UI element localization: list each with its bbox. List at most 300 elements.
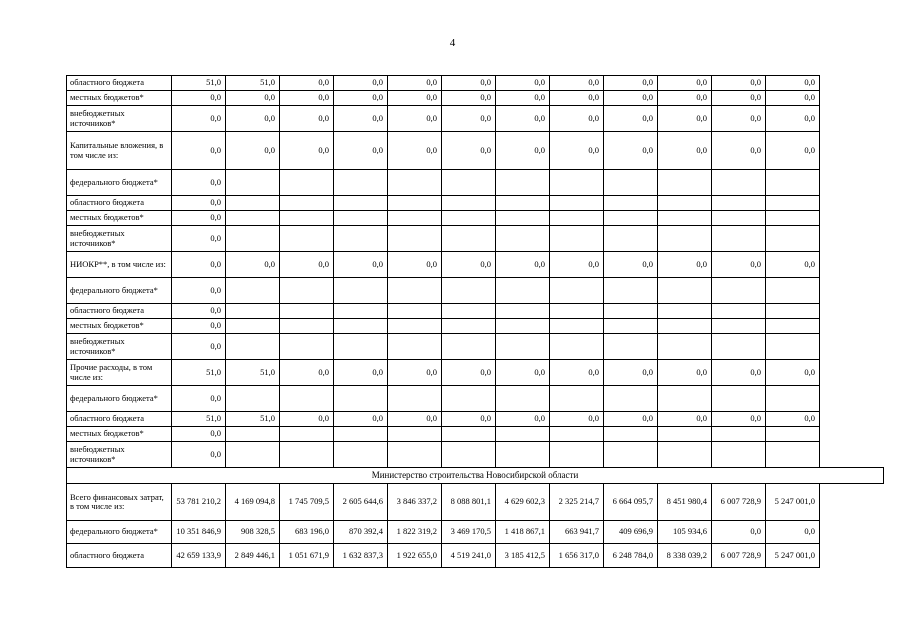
value-cell: 683 196,0 [280,521,334,544]
value-cell: 0,0 [388,132,442,170]
value-cell: 0,0 [442,360,496,386]
value-cell: 870 392,4 [334,521,388,544]
value-cell [496,170,550,196]
table-row [67,544,884,568]
value-cell: 8 451 980,4 [658,484,712,521]
row-label: федерального бюджета* [67,521,172,544]
value-cell [658,442,712,468]
table-row [67,76,884,91]
value-cell [442,386,496,412]
value-cell [604,334,658,360]
value-cell: 3 185 412,5 [496,544,550,568]
value-cell [226,278,280,304]
value-cell [712,196,766,211]
value-cell: 0,0 [334,91,388,106]
value-cell: 8 338 039,2 [658,544,712,568]
value-cell [280,170,334,196]
value-cell [496,211,550,226]
value-cell [496,196,550,211]
row-label: областного бюджета [67,412,172,427]
table-row [67,427,884,442]
value-cell: 0,0 [712,521,766,544]
value-cell [442,278,496,304]
empty-cell [820,211,884,226]
value-cell [496,427,550,442]
value-cell: 2 605 644,6 [334,484,388,521]
value-cell: 10 351 846,9 [172,521,226,544]
empty-cell [820,170,884,196]
table-row [67,521,884,544]
table-row [67,196,884,211]
table-row [67,334,884,360]
value-cell: 0,0 [766,360,820,386]
value-cell [658,319,712,334]
value-cell: 0,0 [550,412,604,427]
value-cell: 0,0 [280,76,334,91]
table-row [67,91,884,106]
value-cell: 0,0 [658,252,712,278]
value-cell: 0,0 [172,170,226,196]
value-cell: 0,0 [172,91,226,106]
value-cell [712,304,766,319]
value-cell: 0,0 [766,132,820,170]
table-row [67,170,884,196]
value-cell: 0,0 [442,132,496,170]
empty-cell [820,91,884,106]
empty-cell [820,252,884,278]
value-cell: 0,0 [226,91,280,106]
value-cell [226,427,280,442]
section-row [67,468,884,484]
table-body-bottom [67,484,884,568]
value-cell [550,211,604,226]
row-label: Всего финансовых затрат, в том числе из: [67,484,172,521]
value-cell [604,304,658,319]
empty-cell [820,278,884,304]
value-cell: 1 632 837,3 [334,544,388,568]
page-number: 4 [449,37,456,49]
empty-cell [820,412,884,427]
value-cell: 0,0 [712,106,766,132]
value-cell: 0,0 [172,196,226,211]
value-cell: 0,0 [766,91,820,106]
value-cell [766,386,820,412]
value-cell [766,319,820,334]
value-cell [334,304,388,319]
value-cell: 4 169 094,8 [226,484,280,521]
value-cell [334,196,388,211]
value-cell [496,278,550,304]
value-cell: 0,0 [766,521,820,544]
value-cell [766,334,820,360]
value-cell: 0,0 [172,319,226,334]
value-cell: 0,0 [172,106,226,132]
value-cell: 51,0 [172,76,226,91]
value-cell [604,427,658,442]
value-cell [604,442,658,468]
value-cell [280,442,334,468]
value-cell [388,386,442,412]
value-cell [334,319,388,334]
value-cell: 0,0 [604,76,658,91]
value-cell [388,211,442,226]
value-cell: 2 325 214,7 [550,484,604,521]
row-label: областного бюджета [67,544,172,568]
value-cell: 0,0 [550,132,604,170]
value-cell: 0,0 [604,252,658,278]
value-cell: 3 469 170,5 [442,521,496,544]
value-cell [280,319,334,334]
value-cell: 0,0 [334,412,388,427]
value-cell [658,386,712,412]
value-cell: 0,0 [280,360,334,386]
value-cell [766,170,820,196]
value-cell [658,170,712,196]
row-label: местных бюджетов* [67,427,172,442]
value-cell: 0,0 [388,360,442,386]
value-cell: 51,0 [226,412,280,427]
value-cell: 51,0 [172,360,226,386]
value-cell [550,442,604,468]
value-cell [226,442,280,468]
value-cell [280,196,334,211]
value-cell: 0,0 [550,91,604,106]
value-cell [442,211,496,226]
value-cell: 0,0 [334,76,388,91]
value-cell [226,170,280,196]
section-title: Министерство строительства Новосибирской области [67,468,884,484]
empty-cell [820,334,884,360]
value-cell: 53 781 210,2 [172,484,226,521]
value-cell [712,226,766,252]
value-cell [658,304,712,319]
empty-cell [820,484,884,521]
value-cell [280,304,334,319]
value-cell: 0,0 [604,412,658,427]
value-cell [334,386,388,412]
value-cell: 0,0 [766,252,820,278]
table-row [67,484,884,521]
row-label: федерального бюджета* [67,278,172,304]
value-cell [712,386,766,412]
value-cell: 0,0 [280,91,334,106]
value-cell: 0,0 [658,132,712,170]
value-cell [766,278,820,304]
value-cell [388,170,442,196]
value-cell [280,427,334,442]
value-cell [712,211,766,226]
value-cell [658,226,712,252]
value-cell [280,226,334,252]
value-cell [658,427,712,442]
value-cell: 0,0 [280,412,334,427]
value-cell [550,427,604,442]
value-cell: 0,0 [712,76,766,91]
value-cell: 0,0 [388,106,442,132]
value-cell: 0,0 [388,91,442,106]
table-row [67,319,884,334]
empty-cell [820,521,884,544]
value-cell: 1 822 319,2 [388,521,442,544]
value-cell [334,334,388,360]
table-row [67,211,884,226]
value-cell: 1 656 317,0 [550,544,604,568]
row-label: Капитальные вложения, в том числе из: [67,132,172,170]
value-cell [334,211,388,226]
value-cell: 0,0 [334,106,388,132]
value-cell [712,278,766,304]
value-cell [712,319,766,334]
table-row [67,226,884,252]
value-cell: 0,0 [172,304,226,319]
empty-cell [820,226,884,252]
value-cell: 51,0 [226,76,280,91]
value-cell: 0,0 [550,360,604,386]
value-cell: 0,0 [226,106,280,132]
empty-cell [820,427,884,442]
value-cell: 51,0 [226,360,280,386]
row-label: федерального бюджета* [67,170,172,196]
value-cell [226,304,280,319]
value-cell [388,334,442,360]
value-cell [604,386,658,412]
value-cell: 0,0 [388,76,442,91]
value-cell [658,196,712,211]
value-cell [334,427,388,442]
value-cell: 6 248 784,0 [604,544,658,568]
table-row [67,132,884,170]
value-cell: 4 519 241,0 [442,544,496,568]
value-cell: 0,0 [766,106,820,132]
value-cell: 0,0 [280,132,334,170]
row-label: внебюджетных источников* [67,442,172,468]
table-body-top [67,76,884,468]
value-cell: 0,0 [172,252,226,278]
value-cell: 663 941,7 [550,521,604,544]
value-cell: 6 664 095,7 [604,484,658,521]
value-cell [388,278,442,304]
value-cell [496,334,550,360]
value-cell: 0,0 [172,278,226,304]
value-cell [442,442,496,468]
table-row [67,442,884,468]
value-cell [604,319,658,334]
value-cell: 1 745 709,5 [280,484,334,521]
value-cell: 4 629 602,3 [496,484,550,521]
value-cell [226,226,280,252]
value-cell [766,304,820,319]
value-cell [658,211,712,226]
value-cell: 0,0 [172,132,226,170]
value-cell: 0,0 [550,252,604,278]
value-cell: 0,0 [172,334,226,360]
table-row [67,278,884,304]
value-cell: 0,0 [604,106,658,132]
row-label: местных бюджетов* [67,91,172,106]
value-cell [442,334,496,360]
value-cell [766,211,820,226]
empty-cell [820,132,884,170]
value-cell [442,226,496,252]
value-cell: 0,0 [442,91,496,106]
value-cell [388,304,442,319]
value-cell: 0,0 [442,412,496,427]
table-row [67,304,884,319]
value-cell: 6 007 728,9 [712,484,766,521]
value-cell [334,442,388,468]
value-cell [712,170,766,196]
value-cell: 0,0 [712,360,766,386]
value-cell: 0,0 [658,412,712,427]
value-cell [550,196,604,211]
value-cell [604,226,658,252]
value-cell: 0,0 [712,91,766,106]
value-cell [280,334,334,360]
value-cell: 42 659 133,9 [172,544,226,568]
value-cell [766,442,820,468]
value-cell [226,386,280,412]
empty-cell [820,106,884,132]
value-cell: 6 007 728,9 [712,544,766,568]
value-cell [388,196,442,211]
value-cell [766,196,820,211]
value-cell: 0,0 [496,252,550,278]
value-cell [442,170,496,196]
value-cell [496,386,550,412]
value-cell [388,226,442,252]
value-cell: 0,0 [550,106,604,132]
value-cell: 105 934,6 [658,521,712,544]
value-cell: 0,0 [172,386,226,412]
row-label: областного бюджета [67,76,172,91]
value-cell [604,278,658,304]
value-cell: 0,0 [334,360,388,386]
value-cell: 8 088 801,1 [442,484,496,521]
value-cell: 0,0 [658,91,712,106]
value-cell [334,226,388,252]
value-cell: 2 849 446,1 [226,544,280,568]
value-cell [658,278,712,304]
value-cell: 0,0 [604,132,658,170]
value-cell: 0,0 [496,106,550,132]
value-cell [496,304,550,319]
value-cell: 0,0 [280,252,334,278]
value-cell: 0,0 [442,252,496,278]
value-cell: 0,0 [712,252,766,278]
empty-cell [820,304,884,319]
value-cell [604,170,658,196]
table-row [67,386,884,412]
value-cell [550,278,604,304]
value-cell: 0,0 [496,91,550,106]
value-cell [388,427,442,442]
value-cell: 0,0 [496,76,550,91]
value-cell: 0,0 [712,412,766,427]
value-cell [334,278,388,304]
value-cell: 0,0 [496,360,550,386]
value-cell [280,386,334,412]
value-cell: 0,0 [280,106,334,132]
value-cell: 1 922 655,0 [388,544,442,568]
value-cell [226,319,280,334]
value-cell: 0,0 [604,360,658,386]
empty-cell [820,319,884,334]
table-row [67,412,884,427]
value-cell: 0,0 [442,76,496,91]
value-cell: 0,0 [766,76,820,91]
row-label: областного бюджета [67,196,172,211]
row-label: федерального бюджета* [67,386,172,412]
value-cell [550,386,604,412]
value-cell: 0,0 [442,106,496,132]
value-cell: 5 247 001,0 [766,544,820,568]
value-cell: 0,0 [550,76,604,91]
value-cell [550,304,604,319]
value-cell: 0,0 [226,132,280,170]
value-cell: 0,0 [334,252,388,278]
value-cell [280,278,334,304]
value-cell [496,319,550,334]
value-cell: 0,0 [658,360,712,386]
row-label: местных бюджетов* [67,211,172,226]
value-cell: 1 051 671,9 [280,544,334,568]
value-cell [712,442,766,468]
table-row [67,360,884,386]
row-label: областного бюджета [67,304,172,319]
financing-table [66,75,884,568]
value-cell: 409 696,9 [604,521,658,544]
value-cell: 1 418 867,1 [496,521,550,544]
table-row [67,106,884,132]
empty-cell [820,442,884,468]
value-cell: 0,0 [712,132,766,170]
value-cell [766,427,820,442]
value-cell [388,319,442,334]
value-cell [658,334,712,360]
value-cell [442,196,496,211]
row-label: НИОКР**, в том числе из: [67,252,172,278]
empty-cell [820,544,884,568]
value-cell [442,319,496,334]
value-cell [712,427,766,442]
value-cell: 0,0 [172,427,226,442]
row-label: внебюджетных источников* [67,106,172,132]
value-cell [442,427,496,442]
value-cell: 0,0 [496,412,550,427]
value-cell: 0,0 [172,442,226,468]
table-section [67,468,884,484]
value-cell [712,334,766,360]
value-cell: 0,0 [172,226,226,252]
row-label: Прочие расходы, в том числе из: [67,360,172,386]
value-cell: 0,0 [604,91,658,106]
value-cell: 908 328,5 [226,521,280,544]
value-cell [496,442,550,468]
value-cell [388,442,442,468]
value-cell: 0,0 [334,132,388,170]
row-label: местных бюджетов* [67,319,172,334]
empty-cell [820,76,884,91]
empty-cell [820,386,884,412]
table-row [67,252,884,278]
value-cell [442,304,496,319]
value-cell [550,334,604,360]
row-label: внебюджетных источников* [67,334,172,360]
value-cell [280,211,334,226]
value-cell [550,170,604,196]
value-cell: 0,0 [388,252,442,278]
row-label: внебюджетных источников* [67,226,172,252]
